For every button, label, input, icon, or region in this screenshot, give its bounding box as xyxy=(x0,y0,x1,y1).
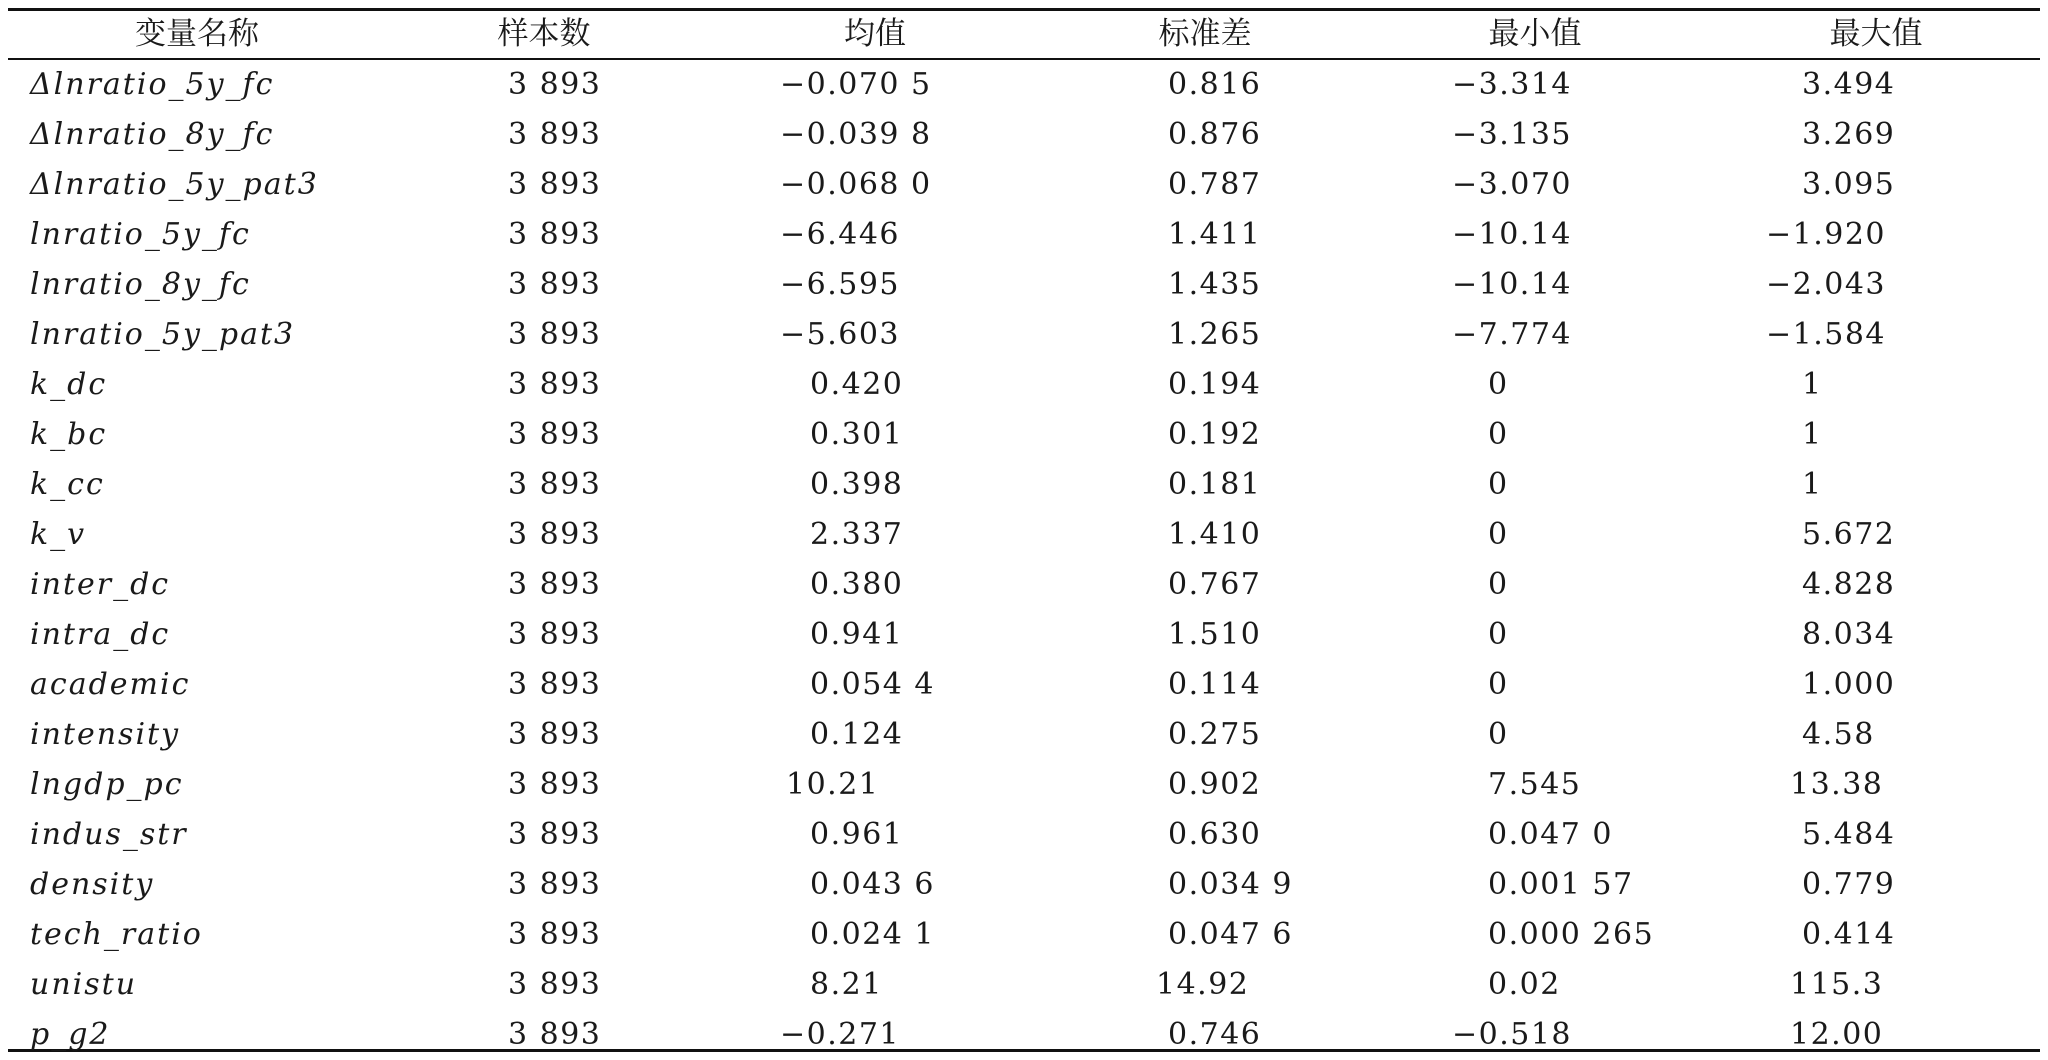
sample-size-cell: 3 893 xyxy=(508,417,602,452)
mean-cell: −5.603 xyxy=(780,317,901,352)
table-row xyxy=(0,160,2048,210)
std-dev-cell: 1.265 xyxy=(1168,317,1262,352)
std-dev-cell: 0.181 xyxy=(1168,467,1262,502)
sample-size-cell: 3 893 xyxy=(508,867,602,902)
variable-name-cell: indus_str xyxy=(30,817,188,852)
max-cell: 3.269 xyxy=(1802,117,1896,152)
std-dev-cell: 0.767 xyxy=(1168,567,1262,602)
table-row xyxy=(0,960,2048,1010)
mean-cell: −0.271 xyxy=(780,1017,901,1052)
variable-name-cell: lnratio_8y_fc xyxy=(30,267,251,302)
table-header-row xyxy=(0,9,2048,59)
table-row xyxy=(0,510,2048,560)
table-row xyxy=(0,410,2048,460)
table-row xyxy=(0,310,2048,360)
sample-size-cell: 3 893 xyxy=(508,167,602,202)
sample-size-cell: 3 893 xyxy=(508,917,602,952)
table-row xyxy=(0,860,2048,910)
sample-size-cell: 3 893 xyxy=(508,767,602,802)
mean-cell: −0.039 8 xyxy=(780,117,932,152)
table-row xyxy=(0,1010,2048,1060)
min-cell: 0 xyxy=(1488,417,1509,452)
sample-size-cell: 3 893 xyxy=(508,267,602,302)
header-variable-name: 变量名称 xyxy=(135,16,259,52)
std-dev-cell: 0.787 xyxy=(1168,167,1262,202)
mean-cell: 2.337 xyxy=(810,517,904,552)
mean-cell: 0.941 xyxy=(810,617,904,652)
min-cell: 0.047 0 xyxy=(1488,817,1614,852)
mean-cell: 0.301 xyxy=(810,417,904,452)
table-row xyxy=(0,810,2048,860)
variable-name-cell: tech_ratio xyxy=(30,917,203,952)
std-dev-cell: 1.435 xyxy=(1168,267,1262,302)
min-cell: 0.001 57 xyxy=(1488,867,1634,902)
table-row xyxy=(0,60,2048,110)
max-cell: 4.828 xyxy=(1802,567,1896,602)
std-dev-cell: 0.275 xyxy=(1168,717,1262,752)
sample-size-cell: 3 893 xyxy=(508,617,602,652)
max-cell: 12.00 xyxy=(1790,1017,1884,1052)
min-cell: 0 xyxy=(1488,567,1509,602)
std-dev-cell: 0.114 xyxy=(1168,667,1262,702)
std-dev-cell: 0.816 xyxy=(1168,67,1262,102)
min-cell: −3.314 xyxy=(1452,67,1573,102)
max-cell: 4.58 xyxy=(1802,717,1875,752)
table-row xyxy=(0,460,2048,510)
min-cell: 0 xyxy=(1488,517,1509,552)
mean-cell: 0.054 4 xyxy=(810,667,936,702)
min-cell: 0 xyxy=(1488,617,1509,652)
min-cell: 0.000 265 xyxy=(1488,917,1655,952)
table-row xyxy=(0,910,2048,960)
std-dev-cell: 0.047 6 xyxy=(1168,917,1294,952)
table-row xyxy=(0,210,2048,260)
variable-name-cell: lngdp_pc xyxy=(30,767,184,802)
variable-name-cell: k_cc xyxy=(30,467,105,502)
sample-size-cell: 3 893 xyxy=(508,567,602,602)
max-cell: 1 xyxy=(1802,467,1823,502)
table-row xyxy=(0,260,2048,310)
table-row xyxy=(0,760,2048,810)
table-row xyxy=(0,360,2048,410)
mean-cell: −6.595 xyxy=(780,267,901,302)
min-cell: 7.545 xyxy=(1488,767,1582,802)
std-dev-cell: 0.902 xyxy=(1168,767,1262,802)
header-mean: 均值 xyxy=(844,16,906,52)
min-cell: −0.518 xyxy=(1452,1017,1573,1052)
sample-size-cell: 3 893 xyxy=(508,817,602,852)
min-cell: −10.14 xyxy=(1452,217,1573,252)
min-cell: 0 xyxy=(1488,467,1509,502)
mean-cell: 8.21 xyxy=(810,967,883,1002)
std-dev-cell: 0.192 xyxy=(1168,417,1262,452)
min-cell: 0 xyxy=(1488,667,1509,702)
sample-size-cell: 3 893 xyxy=(508,517,602,552)
table-row xyxy=(0,560,2048,610)
std-dev-cell: 0.746 xyxy=(1168,1017,1262,1052)
max-cell: 13.38 xyxy=(1790,767,1884,802)
sample-size-cell: 3 893 xyxy=(508,117,602,152)
header-std-dev: 标准差 xyxy=(1158,16,1252,52)
table-row xyxy=(0,110,2048,160)
variable-name-cell: unistu xyxy=(30,967,138,1002)
max-cell: 5.484 xyxy=(1802,817,1896,852)
variable-name-cell: Δlnratio_5y_fc xyxy=(30,67,275,102)
variable-name-cell: lnratio_5y_fc xyxy=(30,217,251,252)
sample-size-cell: 3 893 xyxy=(508,967,602,1002)
sample-size-cell: 3 893 xyxy=(508,67,602,102)
variable-name-cell: k_bc xyxy=(30,417,108,452)
variable-name-cell: intra_dc xyxy=(30,617,171,652)
mean-cell: −0.068 0 xyxy=(780,167,932,202)
max-cell: −1.584 xyxy=(1766,317,1887,352)
variable-name-cell: k_v xyxy=(30,517,87,552)
min-cell: 0.02 xyxy=(1488,967,1561,1002)
max-cell: −2.043 xyxy=(1766,267,1887,302)
std-dev-cell: 1.510 xyxy=(1168,617,1262,652)
max-cell: 115.3 xyxy=(1790,967,1884,1002)
max-cell: −1.920 xyxy=(1766,217,1887,252)
std-dev-cell: 0.630 xyxy=(1168,817,1262,852)
table-row xyxy=(0,660,2048,710)
max-cell: 1 xyxy=(1802,367,1823,402)
variable-name-cell: lnratio_5y_pat3 xyxy=(30,317,296,352)
min-cell: 0 xyxy=(1488,367,1509,402)
std-dev-cell: 1.411 xyxy=(1168,217,1262,252)
sample-size-cell: 3 893 xyxy=(508,467,602,502)
min-cell: −3.070 xyxy=(1452,167,1573,202)
mean-cell: 0.043 6 xyxy=(810,867,936,902)
max-cell: 1 xyxy=(1802,417,1823,452)
mean-cell: 0.380 xyxy=(810,567,904,602)
max-cell: 0.414 xyxy=(1802,917,1896,952)
table-row xyxy=(0,610,2048,660)
sample-size-cell: 3 893 xyxy=(508,217,602,252)
header-min: 最小值 xyxy=(1488,16,1582,52)
mean-cell: 0.420 xyxy=(810,367,904,402)
max-cell: 3.494 xyxy=(1802,67,1896,102)
table-row xyxy=(0,710,2048,760)
header-max: 最大值 xyxy=(1829,16,1923,52)
mean-cell: −6.446 xyxy=(780,217,901,252)
max-cell: 0.779 xyxy=(1802,867,1896,902)
variable-name-cell: Δlnratio_5y_pat3 xyxy=(30,167,319,202)
std-dev-cell: 0.034 9 xyxy=(1168,867,1294,902)
mean-cell: 0.124 xyxy=(810,717,904,752)
max-cell: 8.034 xyxy=(1802,617,1896,652)
variable-name-cell: inter_dc xyxy=(30,567,171,602)
max-cell: 5.672 xyxy=(1802,517,1896,552)
sample-size-cell: 3 893 xyxy=(508,667,602,702)
min-cell: −3.135 xyxy=(1452,117,1573,152)
std-dev-cell: 0.876 xyxy=(1168,117,1262,152)
mean-cell: 0.398 xyxy=(810,467,904,502)
sample-size-cell: 3 893 xyxy=(508,367,602,402)
variable-name-cell: density xyxy=(30,867,155,902)
std-dev-cell: 0.194 xyxy=(1168,367,1262,402)
min-cell: 0 xyxy=(1488,717,1509,752)
std-dev-cell: 14.92 xyxy=(1156,967,1250,1002)
std-dev-cell: 1.410 xyxy=(1168,517,1262,552)
min-cell: −10.14 xyxy=(1452,267,1573,302)
sample-size-cell: 3 893 xyxy=(508,1017,602,1052)
sample-size-cell: 3 893 xyxy=(508,317,602,352)
mean-cell: −0.070 5 xyxy=(780,67,932,102)
mean-cell: 10.21 xyxy=(786,767,880,802)
variable-name-cell: academic xyxy=(30,667,191,702)
mean-cell: 0.024 1 xyxy=(810,917,936,952)
variable-name-cell: k_dc xyxy=(30,367,108,402)
variable-name-cell: Δlnratio_8y_fc xyxy=(30,117,275,152)
variable-name-cell: p_g2 xyxy=(30,1017,111,1052)
sample-size-cell: 3 893 xyxy=(508,717,602,752)
max-cell: 3.095 xyxy=(1802,167,1896,202)
header-sample-size: 样本数 xyxy=(497,16,591,52)
min-cell: −7.774 xyxy=(1452,317,1573,352)
variable-name-cell: intensity xyxy=(30,717,181,752)
mean-cell: 0.961 xyxy=(810,817,904,852)
max-cell: 1.000 xyxy=(1802,667,1896,702)
